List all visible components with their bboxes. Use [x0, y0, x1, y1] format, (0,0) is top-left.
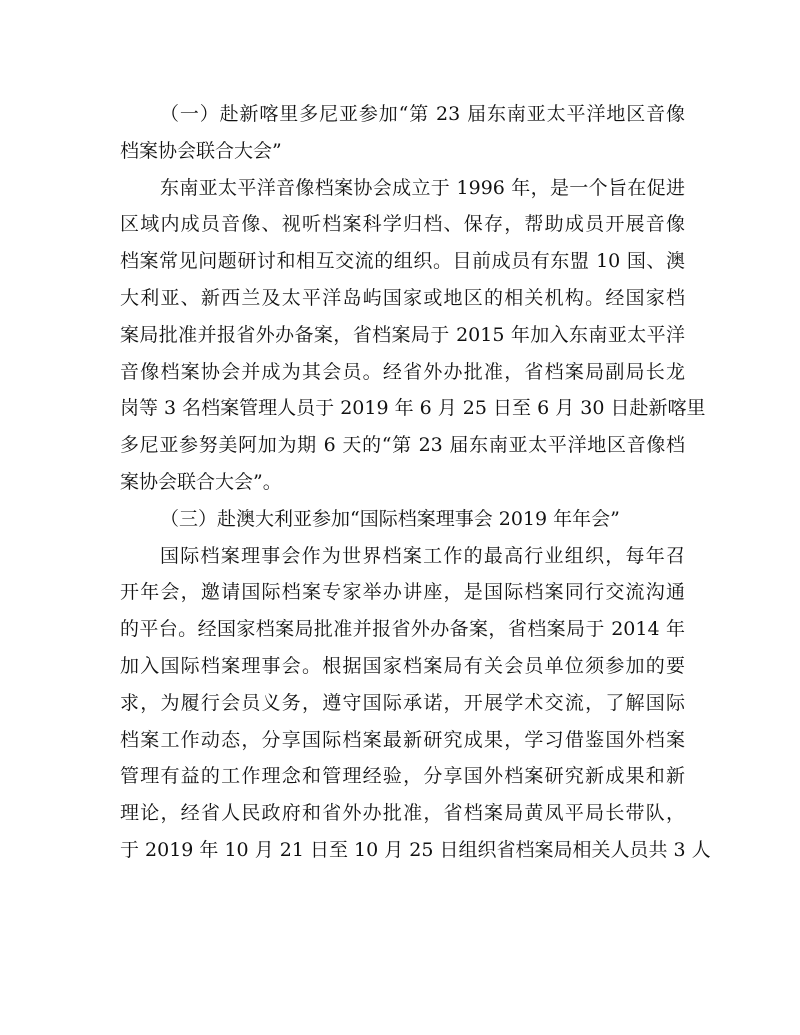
section1-paragraph-line: 音像档案协会并成为其会员。经省外办批准，省档案局副局长龙	[120, 360, 685, 383]
section1-paragraph-line: 岗等 3 名档案管理人员于 2019 年 6 月 25 日至 6 月 30 日赴新喀里	[120, 397, 706, 420]
section3-paragraph-line: 国际档案理事会作为世界档案工作的最高行业组织，每年召	[160, 544, 685, 567]
section1-paragraph-line: 区域内成员音像、视听档案科学归档、保存，帮助成员开展音像	[120, 213, 685, 236]
section3-paragraph-line: 于 2019 年 10 月 21 日至 10 月 25 日组织省档案局相关人员共 3 人	[120, 838, 711, 861]
section1-heading-line-2: 档案协会联合大会”	[120, 139, 282, 162]
section1-paragraph-line: 案局批准并报省外办备案，省档案局于 2015 年加入东南亚太平洋	[120, 323, 685, 346]
section1-paragraph-line: 多尼亚参努美阿加为期 6 天的“第 23 届东南亚太平洋地区音像档	[120, 434, 685, 457]
section3-paragraph-line: 管理有益的工作理念和管理经验，分享国外档案研究新成果和新	[120, 765, 685, 788]
section3-paragraph-line: 求，为履行会员义务，遵守国际承诺，开展学术交流，了解国际	[120, 691, 685, 714]
section1-paragraph-line: 东南亚太平洋音像档案协会成立于 1996 年，是一个旨在促进	[160, 176, 685, 199]
section1-paragraph-line: 案协会联合大会”。	[120, 470, 282, 493]
section3-heading: （三）赴澳大利亚参加“国际档案理事会 2019 年年会”	[160, 507, 620, 530]
section3-paragraph-line: 加入国际档案理事会。根据国家档案局有关会员单位须参加的要	[120, 654, 685, 677]
section1-heading-line-1: （一）赴新喀里多尼亚参加“第 23 届东南亚太平洋地区音像	[160, 103, 685, 125]
document-body	[120, 96, 711, 869]
section3-paragraph-line: 理论，经省人民政府和省外办批准，省档案局黄凤平局长带队，	[120, 802, 685, 825]
section3-paragraph-line: 开年会，邀请国际档案专家举办讲座，是国际档案同行交流沟通	[120, 581, 685, 604]
section1-paragraph-line: 大利亚、新西兰及太平洋岛屿国家或地区的相关机构。经国家档	[120, 286, 685, 309]
section3-paragraph-line: 档案工作动态，分享国际档案最新研究成果，学习借鉴国外档案	[120, 728, 685, 751]
section1-paragraph-line: 档案常见问题研讨和相互交流的组织。目前成员有东盟 10 国、澳	[120, 250, 685, 273]
section3-paragraph-line: 的平台。经国家档案局批准并报省外办备案，省档案局于 2014 年	[120, 618, 685, 641]
